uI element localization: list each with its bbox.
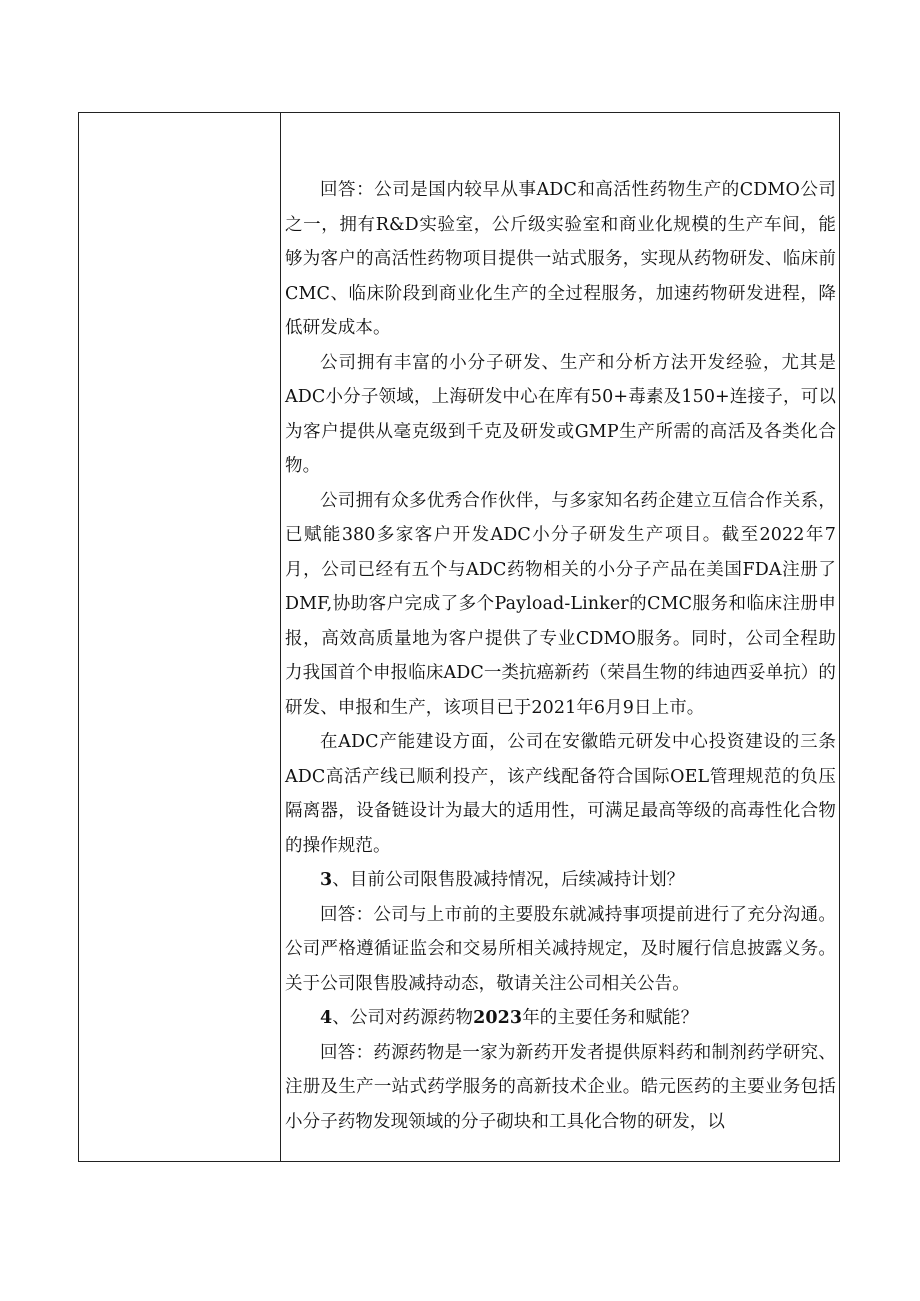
answer-paragraph-share-reduction: 回答：公司与上市前的主要股东就减持事项提前进行了充分沟通。公司严格遵循证监会和交易所相关减持规定，及时履行信息披露义务。关于公司限售股减持动态，敬请关注公司相关公告。 xyxy=(285,904,836,994)
document-table xyxy=(78,112,840,1162)
answer-paragraph-yaoyuan: 回答：药源药物是一家为新药开发者提供原料药和制剂药学研究、注册及生产一站式药学服务的高新技术企业。皓元医药的主要业务包括小分子药物发现领域的分子砌块和工具化合物的研发，以 xyxy=(285,1042,836,1132)
question-3-text: 、目前公司限售股减持情况，后续减持计划？ xyxy=(332,870,685,890)
table-right-cell xyxy=(282,113,839,1161)
answer-content xyxy=(285,173,836,1139)
question-4-text-after: 年的主要任务和赋能？ xyxy=(522,1008,699,1028)
question-4 xyxy=(285,1001,836,1036)
question-3 xyxy=(285,863,836,898)
answer-paragraph-adc-cdmo: 回答：公司是国内较早从事ADC和高活性药物生产的CDMO公司之一，拥有R&D实验室，公斤级实验室和商业化规模的生产车间，能够为客户的高活性药物项目提供一站式服务，实现从药物研发、临床前CMC、临床阶段到商业化生产的全过程服务，加速药物研发进程，降低研发成本。 xyxy=(285,180,836,338)
paragraph-small-molecule: 公司拥有丰富的小分子研发、生产和分析方法开发经验，尤其是ADC小分子领域，上海研发中心在库有50+毒素及150+连接子，可以为客户提供从毫克级到千克及研发或GMP生产所需的高活及各类化合物。 xyxy=(285,352,836,476)
paragraph-capacity: 在ADC产能建设方面，公司在安徽皓元研发中心投资建设的三条ADC高活产线已顺利投产，该产线配备符合国际OEL管理规范的负压隔离器，设备链设计为最大的适用性，可满足最高等级的高毒性化合物的操作规范。 xyxy=(285,732,836,856)
question-3-number: 3 xyxy=(320,870,333,890)
question-4-text: 、公司对药源药物 xyxy=(332,1008,474,1028)
question-4-number: 4 xyxy=(320,1008,333,1028)
table-left-cell xyxy=(79,113,281,1161)
paragraph-partners: 公司拥有众多优秀合作伙伴，与多家知名药企建立互信合作关系，已赋能380多家客户开发ADC小分子研发生产项目。截至2022年7月，公司已经有五个与ADC药物相关的小分子产品在美国FDA注册了DMF,协助客户完成了多个Payload-Linker的CMC服务和临床注册申报，高效高质量地为客户提供了专业CDMO服务。同时，公司全程助力我国首个申报临床ADC一类抗癌新药（荣昌生物的纬迪西妥单抗）的研发、申报和生产，该项目已于2021年6月9日上市。 xyxy=(285,490,836,718)
question-4-year: 2023 xyxy=(473,1008,523,1028)
